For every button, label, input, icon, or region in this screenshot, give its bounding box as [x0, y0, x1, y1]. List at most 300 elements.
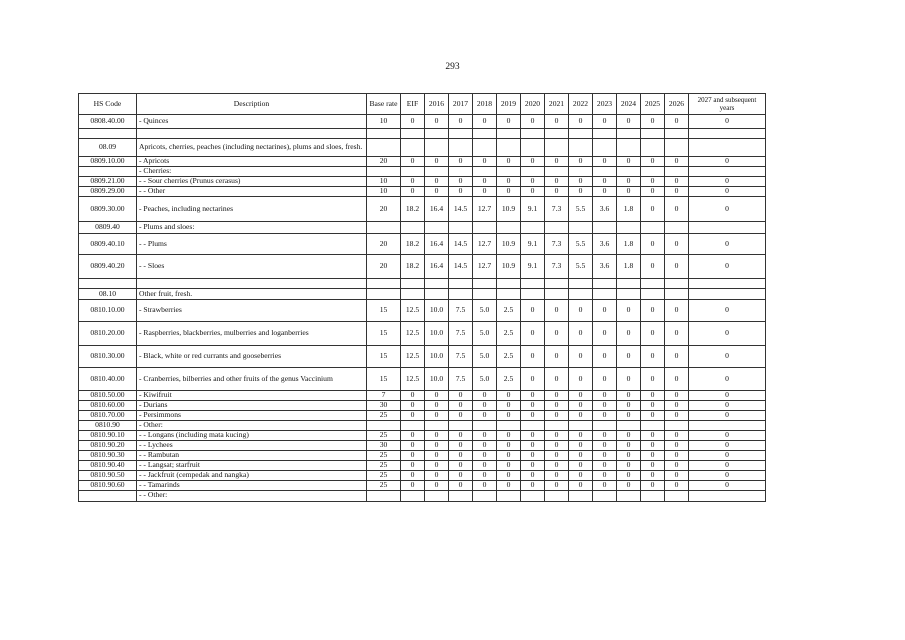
rate-cell: 0 [641, 410, 665, 420]
rate-cell: 0 [401, 410, 425, 420]
rate-cell: 0 [521, 346, 545, 368]
rate-cell: 9.1 [521, 255, 545, 279]
rate-cell [425, 420, 449, 430]
rate-cell: 0 [497, 430, 521, 440]
rate-cell: 10.9 [497, 197, 521, 222]
rate-cell: 0 [569, 368, 593, 391]
rate-cell: 0 [641, 391, 665, 401]
rate-cell: 0 [497, 450, 521, 460]
rate-cell [689, 279, 766, 289]
rate-cell [401, 139, 425, 157]
rate-cell [617, 139, 641, 157]
description-cell: Other fruit, fresh. [137, 289, 367, 300]
rate-cell [641, 420, 665, 430]
hs-code-cell: 0808.40.00 [79, 115, 137, 129]
base-rate-cell: 25 [367, 470, 401, 480]
rate-cell: 18.2 [401, 255, 425, 279]
rate-cell: 0 [617, 346, 641, 368]
base-rate-cell: 25 [367, 430, 401, 440]
table-row [79, 115, 766, 129]
rate-cell [401, 279, 425, 289]
rate-cell: 0 [425, 391, 449, 401]
rate-cell [521, 420, 545, 430]
rate-cell [617, 420, 641, 430]
rate-cell [425, 167, 449, 177]
rate-cell: 0 [449, 410, 473, 420]
rate-cell [593, 420, 617, 430]
rate-cell: 0 [593, 440, 617, 450]
base-rate-cell [367, 420, 401, 430]
rate-cell: 0 [401, 430, 425, 440]
table-row [79, 234, 766, 255]
table-row [79, 139, 766, 157]
rate-cell [473, 222, 497, 234]
rate-cell: 7.5 [449, 322, 473, 346]
base-rate-cell [367, 490, 401, 501]
rate-cell: 0 [545, 450, 569, 460]
rate-cell: 0 [569, 177, 593, 187]
rate-cell: 0 [689, 440, 766, 450]
rate-cell: 0 [449, 430, 473, 440]
rate-cell: 12.5 [401, 300, 425, 322]
rate-cell: 0 [665, 177, 689, 187]
rate-cell: 0 [593, 470, 617, 480]
header-eif: EIF [401, 94, 425, 115]
rate-cell: 0 [641, 480, 665, 490]
table-row [79, 450, 766, 460]
rate-cell: 10.0 [425, 322, 449, 346]
hs-code-cell: 0809.40 [79, 222, 137, 234]
rate-cell: 0 [545, 400, 569, 410]
rate-cell [401, 129, 425, 139]
rate-cell [593, 139, 617, 157]
rate-cell: 12.7 [473, 197, 497, 222]
rate-cell: 0 [545, 177, 569, 187]
rate-cell: 0 [449, 157, 473, 167]
description-cell: - Persimmons [137, 410, 367, 420]
base-rate-cell: 30 [367, 440, 401, 450]
description-cell: - Quinces [137, 115, 367, 129]
rate-cell: 0 [665, 430, 689, 440]
header-2020: 2020 [521, 94, 545, 115]
header-row [79, 94, 766, 115]
rate-cell: 0 [425, 460, 449, 470]
rate-cell [401, 222, 425, 234]
base-rate-cell: 15 [367, 300, 401, 322]
header-2021: 2021 [545, 94, 569, 115]
rate-cell: 7.3 [545, 234, 569, 255]
page-number: 293 [445, 62, 460, 72]
header-2018: 2018 [473, 94, 497, 115]
hs-code-cell: 0810.70.00 [79, 410, 137, 420]
rate-cell [665, 279, 689, 289]
rate-cell: 0 [641, 300, 665, 322]
header-2027-and-subsequent: 2027 and subsequent years [689, 94, 766, 115]
rate-cell [617, 279, 641, 289]
base-rate-cell: 15 [367, 322, 401, 346]
rate-cell: 16.4 [425, 234, 449, 255]
rate-cell [449, 222, 473, 234]
table-row [79, 279, 766, 289]
rate-cell: 0 [641, 197, 665, 222]
rate-cell: 0 [497, 410, 521, 420]
description-cell: - Kiwifruit [137, 391, 367, 401]
rate-cell: 0 [569, 480, 593, 490]
description-cell: Apricots, cherries, peaches (including nectarines), plums and sloes, fresh. [137, 139, 367, 157]
rate-cell: 0 [497, 187, 521, 197]
rate-cell: 0 [545, 346, 569, 368]
rate-cell: 0 [593, 177, 617, 187]
rate-cell [425, 279, 449, 289]
rate-cell [545, 289, 569, 300]
rate-cell: 0 [473, 157, 497, 167]
rate-cell: 0 [401, 400, 425, 410]
rate-cell: 12.7 [473, 255, 497, 279]
hs-code-cell: 0809.40.20 [79, 255, 137, 279]
rate-cell: 0 [545, 300, 569, 322]
rate-cell: 0 [641, 460, 665, 470]
rate-cell: 14.5 [449, 197, 473, 222]
header-2019: 2019 [497, 94, 521, 115]
table-row [79, 157, 766, 167]
base-rate-cell: 30 [367, 400, 401, 410]
description-cell: - Cherries: [137, 167, 367, 177]
rate-cell: 0 [617, 400, 641, 410]
rate-cell: 0 [617, 177, 641, 187]
rate-cell [425, 139, 449, 157]
rate-cell [425, 490, 449, 501]
rate-cell: 0 [497, 157, 521, 167]
rate-cell: 12.5 [401, 346, 425, 368]
hs-code-cell: 0810.90.50 [79, 470, 137, 480]
rate-cell: 0 [545, 430, 569, 440]
base-rate-cell [367, 289, 401, 300]
rate-cell: 1.8 [617, 197, 641, 222]
header-2024: 2024 [617, 94, 641, 115]
rate-cell [425, 129, 449, 139]
rate-cell [569, 420, 593, 430]
table-row [79, 197, 766, 222]
rate-cell: 0 [689, 157, 766, 167]
rate-cell: 10.0 [425, 368, 449, 391]
rate-cell: 0 [689, 460, 766, 470]
rate-cell: 0 [617, 300, 641, 322]
rate-cell [449, 279, 473, 289]
rate-cell: 0 [521, 450, 545, 460]
rate-cell: 0 [689, 346, 766, 368]
rate-cell: 0 [617, 450, 641, 460]
base-rate-cell: 20 [367, 197, 401, 222]
rate-cell: 0 [593, 187, 617, 197]
rate-cell: 0 [689, 322, 766, 346]
rate-cell: 0 [593, 300, 617, 322]
rate-cell: 0 [401, 115, 425, 129]
rate-cell: 0 [617, 480, 641, 490]
hs-code-cell: 0809.21.00 [79, 177, 137, 187]
rate-cell [689, 167, 766, 177]
rate-cell: 0 [497, 470, 521, 480]
rate-cell [545, 222, 569, 234]
rate-cell: 16.4 [425, 197, 449, 222]
rate-cell: 7.5 [449, 346, 473, 368]
base-rate-cell: 10 [367, 177, 401, 187]
rate-cell: 0 [473, 450, 497, 460]
rate-cell: 0 [545, 391, 569, 401]
rate-cell [617, 490, 641, 501]
rate-cell [665, 139, 689, 157]
rate-cell [449, 289, 473, 300]
hs-code-cell: 0810.90.60 [79, 480, 137, 490]
header-2023: 2023 [593, 94, 617, 115]
rate-cell [521, 490, 545, 501]
rate-cell: 0 [545, 480, 569, 490]
rate-cell: 0 [593, 410, 617, 420]
rate-cell: 0 [569, 470, 593, 480]
rate-cell [569, 490, 593, 501]
rate-cell [449, 129, 473, 139]
rate-cell: 0 [689, 300, 766, 322]
rate-cell [473, 289, 497, 300]
rate-cell [521, 289, 545, 300]
rate-cell: 0 [665, 410, 689, 420]
rate-cell [521, 139, 545, 157]
rate-cell: 0 [689, 450, 766, 460]
tariff-schedule-table [78, 93, 766, 502]
rate-cell: 0 [665, 480, 689, 490]
rate-cell [689, 490, 766, 501]
rate-cell: 0 [689, 115, 766, 129]
rate-cell [497, 289, 521, 300]
header-2026: 2026 [665, 94, 689, 115]
rate-cell: 0 [401, 440, 425, 450]
rate-cell: 0 [689, 234, 766, 255]
rate-cell [497, 490, 521, 501]
rate-cell: 0 [449, 440, 473, 450]
rate-cell: 0 [665, 391, 689, 401]
rate-cell: 0 [665, 460, 689, 470]
rate-cell: 0 [521, 391, 545, 401]
rate-cell [593, 289, 617, 300]
rate-cell: 0 [689, 400, 766, 410]
rate-cell: 2.5 [497, 322, 521, 346]
rate-cell: 0 [425, 440, 449, 450]
rate-cell: 0 [665, 234, 689, 255]
rate-cell: 0 [593, 115, 617, 129]
rate-cell [665, 420, 689, 430]
rate-cell: 0 [641, 177, 665, 187]
hs-code-cell: 0810.90.30 [79, 450, 137, 460]
rate-cell: 0 [401, 157, 425, 167]
rate-cell: 18.2 [401, 197, 425, 222]
rate-cell: 0 [665, 470, 689, 480]
rate-cell: 10.9 [497, 255, 521, 279]
rate-cell: 0 [641, 255, 665, 279]
rate-cell: 0 [473, 430, 497, 440]
description-cell: - - Lychees [137, 440, 367, 450]
rate-cell: 0 [617, 368, 641, 391]
description-cell: - Black, white or red currants and gooseberries [137, 346, 367, 368]
rate-cell: 0 [593, 400, 617, 410]
rate-cell: 7.3 [545, 255, 569, 279]
rate-cell: 0 [617, 440, 641, 450]
rate-cell: 0 [521, 322, 545, 346]
rate-cell: 9.1 [521, 234, 545, 255]
rate-cell [473, 167, 497, 177]
base-rate-cell: 7 [367, 391, 401, 401]
rate-cell: 0 [401, 470, 425, 480]
rate-cell [545, 139, 569, 157]
rate-cell [665, 129, 689, 139]
rate-cell: 0 [641, 346, 665, 368]
rate-cell [497, 139, 521, 157]
rate-cell [569, 289, 593, 300]
rate-cell: 0 [665, 440, 689, 450]
rate-cell: 0 [569, 300, 593, 322]
rate-cell: 0 [593, 450, 617, 460]
rate-cell: 0 [569, 322, 593, 346]
rate-cell [521, 279, 545, 289]
table-row [79, 460, 766, 470]
rate-cell: 0 [665, 115, 689, 129]
rate-cell [689, 289, 766, 300]
rate-cell [449, 167, 473, 177]
table-row [79, 430, 766, 440]
rate-cell [593, 279, 617, 289]
rate-cell [617, 222, 641, 234]
rate-cell [641, 222, 665, 234]
rate-cell [449, 139, 473, 157]
rate-cell: 0 [521, 480, 545, 490]
hs-code-cell: 0810.90.20 [79, 440, 137, 450]
rate-cell [473, 490, 497, 501]
rate-cell: 0 [449, 187, 473, 197]
hs-code-cell: 0810.50.00 [79, 391, 137, 401]
description-cell: - Peaches, including nectarines [137, 197, 367, 222]
table-row [79, 480, 766, 490]
rate-cell [449, 420, 473, 430]
table-row [79, 289, 766, 300]
rate-cell: 0 [641, 368, 665, 391]
rate-cell: 12.5 [401, 322, 425, 346]
base-rate-cell [367, 279, 401, 289]
rate-cell [665, 167, 689, 177]
rate-cell: 0 [425, 470, 449, 480]
rate-cell: 0 [449, 177, 473, 187]
rate-cell: 0 [425, 480, 449, 490]
rate-cell: 0 [617, 470, 641, 480]
rate-cell: 0 [617, 410, 641, 420]
rate-cell: 0 [497, 440, 521, 450]
rate-cell: 0 [545, 410, 569, 420]
rate-cell: 2.5 [497, 300, 521, 322]
rate-cell: 0 [473, 460, 497, 470]
rate-cell [401, 167, 425, 177]
rate-cell [617, 167, 641, 177]
rate-cell: 0 [521, 177, 545, 187]
rate-cell: 0 [545, 470, 569, 480]
rate-cell: 0 [497, 460, 521, 470]
base-rate-cell: 25 [367, 480, 401, 490]
hs-code-cell: 0810.90.40 [79, 460, 137, 470]
rate-cell: 10.0 [425, 300, 449, 322]
rate-cell [617, 289, 641, 300]
header-hs-code: HS Code [79, 94, 137, 115]
rate-cell: 0 [521, 368, 545, 391]
rate-cell: 0 [449, 391, 473, 401]
rate-cell [593, 167, 617, 177]
rate-cell [473, 420, 497, 430]
table-row [79, 177, 766, 187]
rate-cell: 0 [521, 300, 545, 322]
rate-cell [617, 129, 641, 139]
rate-cell: 0 [425, 410, 449, 420]
rate-cell [521, 222, 545, 234]
rate-cell: 0 [665, 187, 689, 197]
rate-cell [689, 420, 766, 430]
rate-cell: 0 [401, 480, 425, 490]
header-2017: 2017 [449, 94, 473, 115]
rate-cell [497, 420, 521, 430]
rate-cell: 0 [665, 368, 689, 391]
rate-cell: 0 [641, 430, 665, 440]
rate-cell: 0 [665, 157, 689, 167]
base-rate-cell: 20 [367, 234, 401, 255]
description-cell: - - Other [137, 187, 367, 197]
rate-cell: 3.6 [593, 255, 617, 279]
table-row [79, 490, 766, 501]
rate-cell [401, 490, 425, 501]
header-base-rate: Base rate [367, 94, 401, 115]
hs-code-cell: 0809.29.00 [79, 187, 137, 197]
rate-cell: 0 [689, 368, 766, 391]
rate-cell: 0 [665, 322, 689, 346]
hs-code-cell [79, 490, 137, 501]
table-row [79, 167, 766, 177]
table-row [79, 187, 766, 197]
base-rate-cell: 25 [367, 450, 401, 460]
description-cell [137, 129, 367, 139]
rate-cell: 0 [641, 450, 665, 460]
rate-cell: 0 [665, 255, 689, 279]
rate-cell [665, 222, 689, 234]
rate-cell: 0 [401, 187, 425, 197]
header-2022: 2022 [569, 94, 593, 115]
rate-cell: 0 [689, 430, 766, 440]
rate-cell [401, 420, 425, 430]
rate-cell: 0 [617, 460, 641, 470]
hs-code-cell [79, 167, 137, 177]
description-cell: - Other: [137, 420, 367, 430]
hs-code-cell: 0810.40.00 [79, 368, 137, 391]
table-row [79, 420, 766, 430]
rate-cell [665, 490, 689, 501]
rate-cell: 0 [401, 450, 425, 460]
rate-cell: 0 [593, 430, 617, 440]
base-rate-cell: 15 [367, 368, 401, 391]
rate-cell: 0 [593, 460, 617, 470]
rate-cell [473, 129, 497, 139]
base-rate-cell [367, 129, 401, 139]
rate-cell [521, 129, 545, 139]
description-cell: - - Tamarinds [137, 480, 367, 490]
rate-cell: 5.5 [569, 255, 593, 279]
rate-cell: 0 [641, 440, 665, 450]
rate-cell: 0 [617, 187, 641, 197]
rate-cell [425, 222, 449, 234]
table-row [79, 255, 766, 279]
rate-cell: 0 [521, 400, 545, 410]
rate-cell: 0 [425, 115, 449, 129]
